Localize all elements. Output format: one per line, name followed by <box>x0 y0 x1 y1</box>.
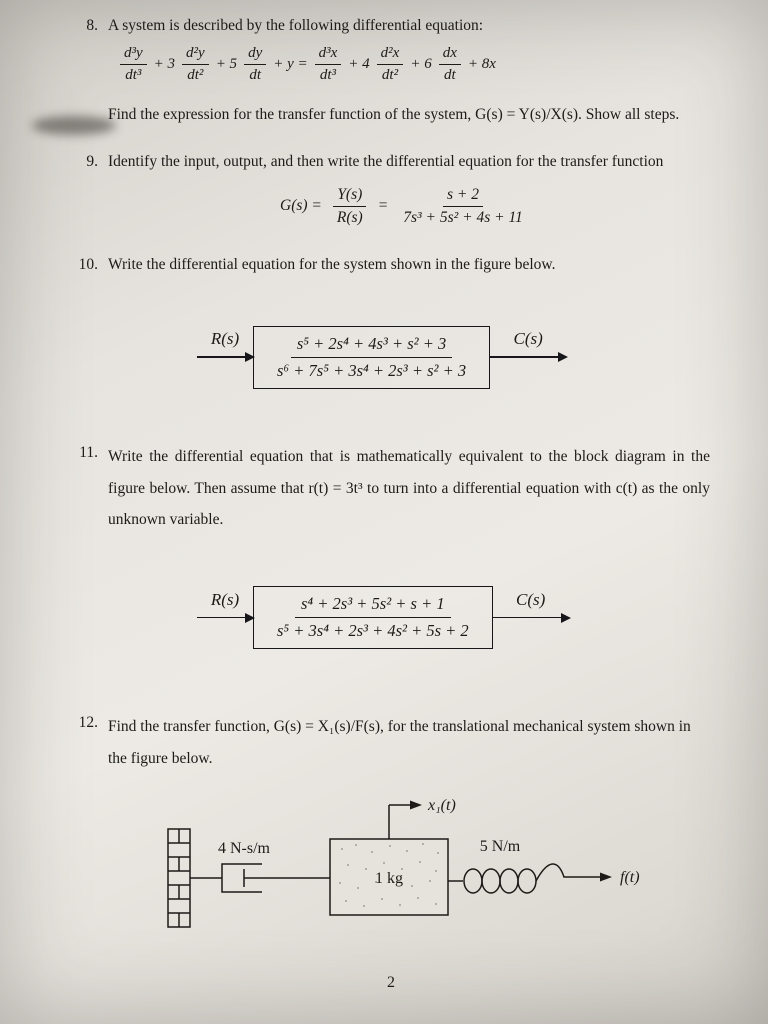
fraction-numerator: Y(s) <box>333 186 366 207</box>
diagram-input <box>197 589 253 619</box>
block-diagram-11 <box>197 586 710 649</box>
fraction-denominator: s⁵ + 3s⁴ + 2s³ + 4s² + 5s + 2 <box>277 621 469 641</box>
problem-12-number: 12. <box>78 714 98 732</box>
transfer-function-fraction <box>271 333 472 382</box>
transfer-function-fraction <box>271 593 475 642</box>
fraction-numerator: d³y <box>120 45 147 65</box>
equation-term: + 8x <box>467 56 496 73</box>
fraction <box>377 45 404 84</box>
problem-11-section <box>72 441 710 649</box>
fraction-denominator: dt³ <box>319 67 337 84</box>
diagram-output <box>490 329 566 358</box>
fraction-denominator: dt <box>249 67 261 84</box>
fraction <box>333 186 367 227</box>
displacement-arrow <box>389 800 422 839</box>
diagram-output <box>493 589 569 619</box>
fraction-numerator: dy <box>244 45 266 65</box>
problem-8-followup: Find the expression for the transfer function of the system, G(s) = Y(s)/X(s). Show all steps. <box>108 106 680 124</box>
transfer-function-box <box>253 586 493 649</box>
fraction <box>244 45 266 84</box>
fraction-denominator: dt <box>443 67 456 84</box>
fraction <box>120 45 147 84</box>
damper <box>190 864 330 892</box>
equation-term: + 4 <box>348 56 370 73</box>
problem-8-section <box>72 14 710 124</box>
input-arrow <box>197 617 253 619</box>
problem-8-number: 8. <box>86 17 98 34</box>
fraction-numerator: d³x <box>315 45 342 65</box>
problem-10-text: Write the differential equation for the system shown in the figure below. <box>108 255 556 273</box>
fraction-denominator: R(s) <box>336 208 363 226</box>
equation-9 <box>280 186 710 227</box>
fraction-denominator: dt² <box>381 67 399 84</box>
mass-label: 1 kg <box>375 869 403 887</box>
problem-9-section <box>72 150 710 226</box>
fraction <box>315 45 342 84</box>
input-arrow <box>197 356 253 358</box>
spring <box>448 864 600 893</box>
input-signal-label: R(s) <box>210 589 240 609</box>
mechanical-system-figure <box>160 789 670 939</box>
fraction-denominator: 7s³ + 5s² + 4s + 11 <box>403 208 523 226</box>
output-signal-label: C(s) <box>513 329 543 349</box>
fraction-numerator: dx <box>439 45 461 65</box>
problem-10-section <box>72 253 710 389</box>
fraction-denominator: dt² <box>187 67 204 84</box>
output-arrow <box>493 617 569 619</box>
output-signal-label: C(s) <box>516 589 546 609</box>
problem-9-text: Identify the input, output, and then write the differential equation for the transfer function <box>108 153 664 171</box>
problem-12-text: Find the transfer function, G(s) = X₁(s)/F(s), for the translational mechanical system shown in the figure below. <box>108 718 691 767</box>
problem-8-text: A system is described by the following differential equation: <box>108 17 484 34</box>
fraction-numerator: s⁵ + 2s⁴ + 4s³ + s² + 3 <box>291 333 452 358</box>
problem-11-number: 11. <box>79 443 98 461</box>
equation-term: + y = <box>273 56 308 73</box>
spring-label: 5 N/m <box>479 837 521 855</box>
fraction <box>182 45 209 84</box>
problem-12-section <box>72 711 710 944</box>
output-arrow <box>490 356 566 358</box>
displacement-label: x₁(t) <box>428 796 456 814</box>
transfer-function-box <box>253 326 490 389</box>
fraction-numerator: d²y <box>182 45 209 65</box>
damper-label: 4 N-s/m <box>218 839 270 857</box>
input-signal-label: R(s) <box>210 329 240 349</box>
equation-8 <box>118 45 710 84</box>
force-arrow <box>600 872 612 881</box>
fraction-numerator: d²x <box>377 45 404 65</box>
problem-11-text: Write the differential equation that is mathematically equivalent to the block diagram in the figure below. Then assume that r(t) = 3t³ to turn into a differential equation with c(t) as the only unknown variable. <box>108 447 710 529</box>
force-label: f(t) <box>620 868 640 886</box>
page-number: 2 <box>387 973 395 991</box>
equation-term: + 5 <box>215 56 238 73</box>
problem-9-number: 9. <box>86 153 98 171</box>
equation-term: G(s) = <box>280 197 322 214</box>
fraction <box>439 45 461 84</box>
fraction-denominator: s⁶ + 7s⁵ + 3s⁴ + 2s³ + s² + 3 <box>277 360 467 380</box>
equation-term: + 6 <box>410 56 432 73</box>
fraction-numerator: s⁴ + 2s³ + 5s² + s + 1 <box>295 593 451 618</box>
wall <box>168 829 190 927</box>
equals-sign: = <box>377 197 389 214</box>
fraction-denominator: dt³ <box>125 67 142 84</box>
equation-term: + 3 <box>153 56 176 73</box>
fraction-numerator: s + 2 <box>443 186 483 207</box>
diagram-input <box>197 329 253 358</box>
problem-10-number: 10. <box>78 255 98 273</box>
block-diagram-10 <box>197 326 710 389</box>
fraction <box>399 186 527 227</box>
